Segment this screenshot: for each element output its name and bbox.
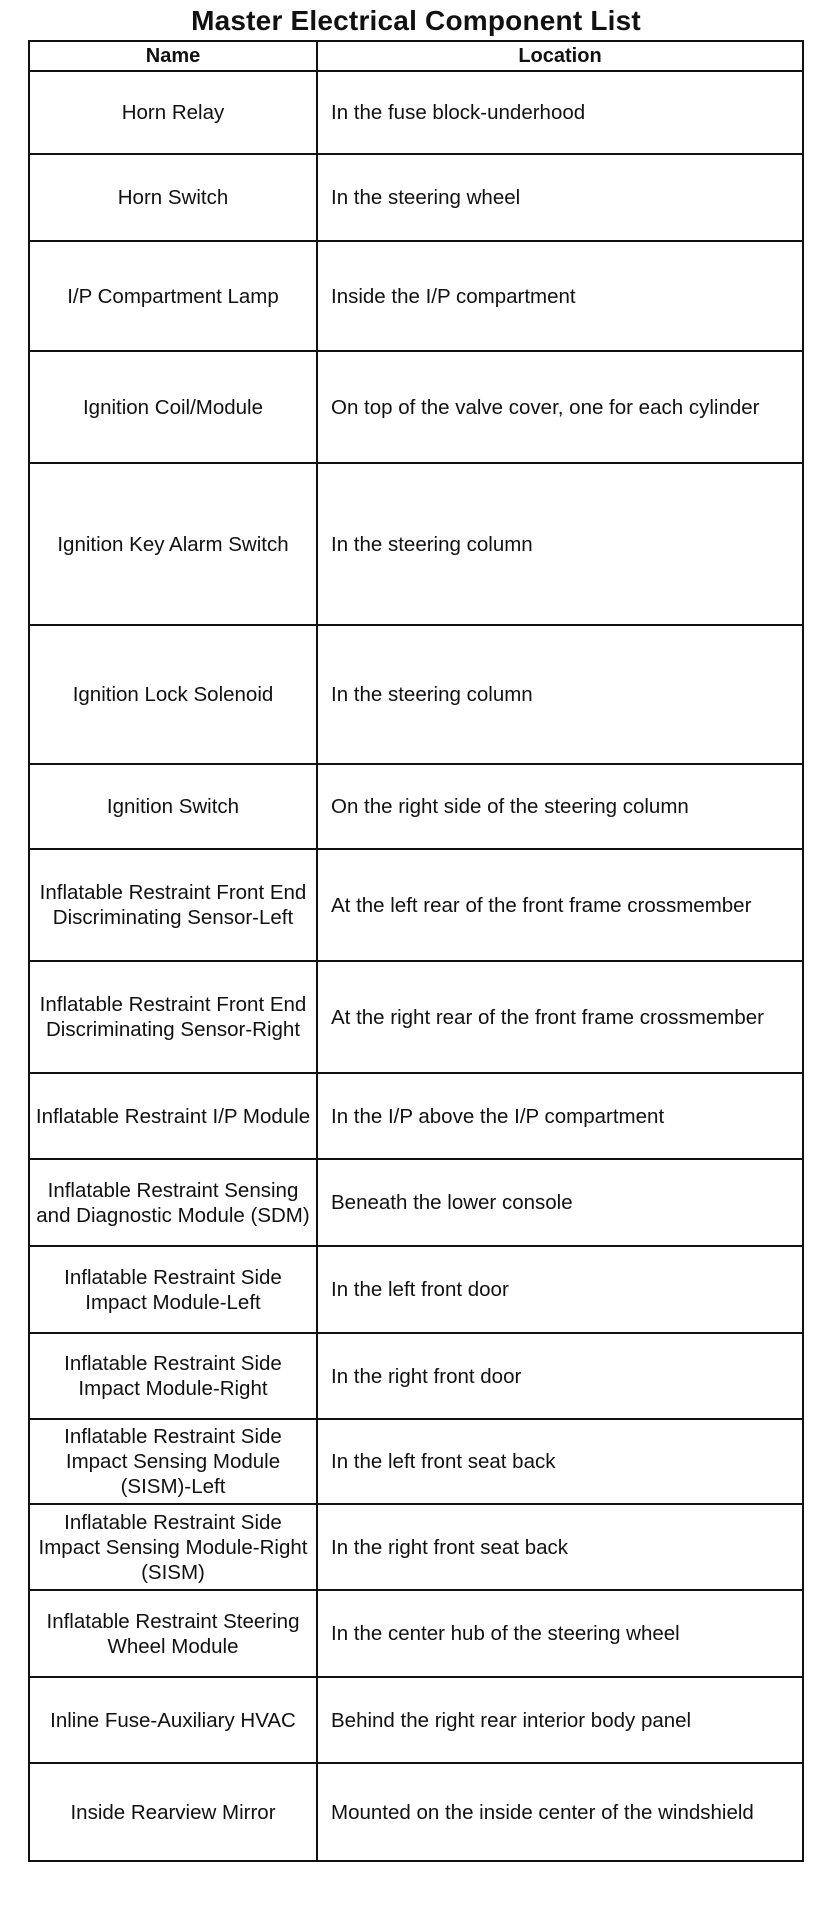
component-name: Horn Relay	[29, 71, 317, 154]
table-row	[29, 351, 803, 463]
component-location: In the left front door	[317, 1246, 803, 1333]
component-name: Inflatable Restraint Side Impact Sensing Module-Right (SISM)	[29, 1504, 317, 1590]
component-table	[28, 40, 804, 1862]
component-location: Behind the right rear interior body panel	[317, 1677, 803, 1763]
table-row	[29, 1246, 803, 1333]
component-name: Inflatable Restraint Side Impact Sensing Module (SISM)-Left	[29, 1419, 317, 1504]
component-name: Inflatable Restraint Front End Discriminating Sensor-Right	[29, 961, 317, 1073]
component-location: In the right front door	[317, 1333, 803, 1419]
component-location: In the center hub of the steering wheel	[317, 1590, 803, 1677]
table-row	[29, 1159, 803, 1246]
table-row	[29, 1333, 803, 1419]
table-row	[29, 764, 803, 849]
component-name: Inflatable Restraint Side Impact Module-Left	[29, 1246, 317, 1333]
component-name: Inline Fuse-Auxiliary HVAC	[29, 1677, 317, 1763]
table-row	[29, 71, 803, 154]
component-location: On top of the valve cover, one for each cylinder	[317, 351, 803, 463]
component-name: Horn Switch	[29, 154, 317, 241]
table-row	[29, 241, 803, 351]
component-location: At the right rear of the front frame crossmember	[317, 961, 803, 1073]
page-title: Master Electrical Component List	[191, 5, 641, 36]
component-name: Inside Rearview Mirror	[29, 1763, 317, 1861]
component-location: Mounted on the inside center of the windshield	[317, 1763, 803, 1861]
table-row	[29, 961, 803, 1073]
table-row	[29, 1073, 803, 1159]
table-row	[29, 1590, 803, 1677]
component-location: In the fuse block-underhood	[317, 71, 803, 154]
component-name: Inflatable Restraint Front End Discriminating Sensor-Left	[29, 849, 317, 961]
component-name: I/P Compartment Lamp	[29, 241, 317, 351]
component-name: Inflatable Restraint Side Impact Module-Right	[29, 1333, 317, 1419]
component-location: At the left rear of the front frame crossmember	[317, 849, 803, 961]
location-column-header: Location	[317, 41, 803, 71]
table-row	[29, 1419, 803, 1504]
table-row	[29, 849, 803, 961]
component-location: On the right side of the steering column	[317, 764, 803, 849]
table-row	[29, 625, 803, 764]
component-location: In the steering column	[317, 463, 803, 625]
table-row	[29, 154, 803, 241]
component-name: Ignition Key Alarm Switch	[29, 463, 317, 625]
component-location: Beneath the lower console	[317, 1159, 803, 1246]
component-location: In the I/P above the I/P compartment	[317, 1073, 803, 1159]
component-name: Ignition Coil/Module	[29, 351, 317, 463]
component-name: Inflatable Restraint I/P Module	[29, 1073, 317, 1159]
table-row	[29, 463, 803, 625]
table-row	[29, 1504, 803, 1590]
table-row	[29, 1763, 803, 1861]
component-name: Ignition Switch	[29, 764, 317, 849]
component-location: In the steering column	[317, 625, 803, 764]
component-name: Inflatable Restraint Steering Wheel Module	[29, 1590, 317, 1677]
name-column-header: Name	[29, 41, 317, 71]
component-location: In the right front seat back	[317, 1504, 803, 1590]
component-location: Inside the I/P compartment	[317, 241, 803, 351]
component-location: In the left front seat back	[317, 1419, 803, 1504]
component-name: Ignition Lock Solenoid	[29, 625, 317, 764]
table-row	[29, 1677, 803, 1763]
component-location: In the steering wheel	[317, 154, 803, 241]
component-name: Inflatable Restraint Sensing and Diagnostic Module (SDM)	[29, 1159, 317, 1246]
table-header-row	[29, 41, 803, 71]
